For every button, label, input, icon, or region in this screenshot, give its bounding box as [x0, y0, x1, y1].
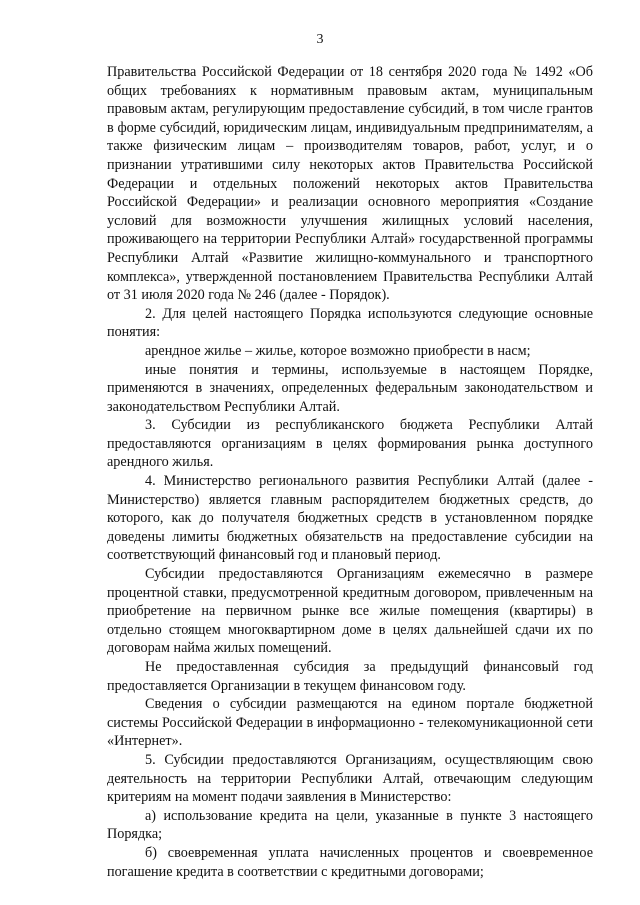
paragraph-3: 3. Субсидии из республиканского бюджета Республики Алтай предоставляются организациям в целях формирования рынка доступного арендного жилья. — [107, 417, 593, 471]
paragraph-5: 5. Субсидии предоставляются Организациям, осуществляющим свою деятельность на территории Республики Алтай, отвечающим следующим критериям на момент подачи заявления в Министерство: — [107, 751, 593, 806]
criterion-b: б) своевременная уплата начисленных процентов и своевременное погашение кредита в соответствии с кредитными договорами; — [107, 844, 593, 880]
criterion-a: а) использование кредита на цели, указанные в пункте 3 настоящего Порядка; — [107, 807, 593, 843]
paragraph-2: 2. Для целей настоящего Порядка используются следующие основные понятия: — [107, 305, 593, 341]
paragraph-subsidy-portal: Сведения о субсидии размещаются на едином портале бюджетной системы Российской Федерации в информационно - телекомуникационной сети «Интернет». — [107, 696, 593, 750]
paragraph-subsidy-previous-year: Не предоставленная субсидия за предыдущий финансовый год предоставляется Организации в текущем финансовом году. — [107, 659, 593, 694]
paragraph-intro-continued: Правительства Российской Федерации от 18 сентября 2020 года № 1492 «Об общих требованиях к нормативным правовым актам, муниципальным правовым актам, регулирующим предоставление субсидий, в том числе грантов в форме субсидий, юридическим лицам, индивидуальным предпринимателям, а также физическим лицам – производителям товаров, работ, услуг, и о признании утратившими силу некоторых актов Правительства Российской Федерации и отдельных положений некоторых актов Правительства Российской Федерации» и реализации основного мероприятия «Создание условий для возможности улучшения жилищных условий населения, проживающего на территории Республики Алтай» государственной программы Республики Алтай «Развитие жилищно-коммунального и транспортного комплекса», утвержденной постановлением Правительства Республики Алтай от 31 июля 2020 года № 246 (далее - Порядок). — [107, 64, 593, 304]
paragraph-definition-rental-housing: арендное жилье – жилье, которое возможно приобрести в насм; — [145, 342, 531, 359]
page-number: 3 — [316, 32, 324, 47]
document-body — [107, 63, 593, 881]
paragraph-4: 4. Министерство регионального развития Республики Алтай (далее - Министерство) является главным распорядителем бюджетных средств, до которого, как до получателя бюджетных средств в установленном порядке доведены лимиты бюджетных обязательств на предоставление субсидии на соответствующий финансовый год и плановый период. — [107, 473, 593, 564]
paragraph-subsidy-monthly: Субсидии предоставляются Организациям ежемесячно в размере процентной ставки, предусмотренной кредитным договором, привлеченным на приобретение на первичном рынке все жилые помещения (квартиры) в отдельно стоящем многоквартирном доме в целях дальнейшей сдачи их по договорам найма жилых помещений. — [107, 566, 593, 657]
paragraph-definition-other-terms: иные понятия и термины, используемые в настоящем Порядке, применяются в значениях, определенных федеральным законодательством и законодательством Республики Алтай. — [107, 361, 593, 415]
